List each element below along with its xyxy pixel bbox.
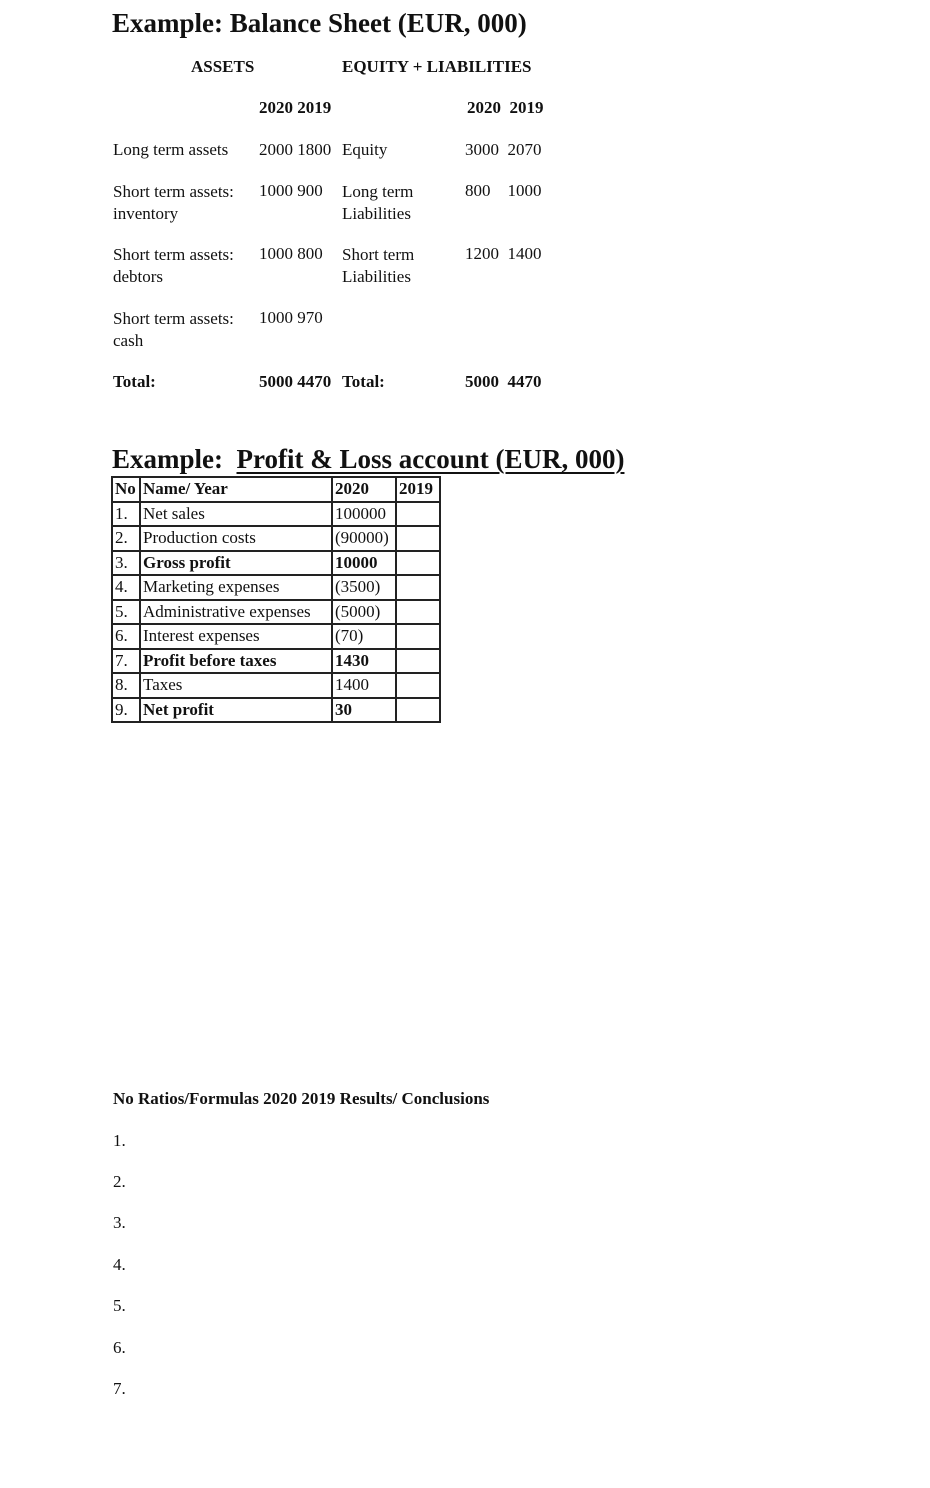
asset-label: Short term assets: debtors [113, 245, 234, 286]
ratio-item-number: 7. [113, 1379, 126, 1398]
row-no: 4. [112, 575, 140, 600]
row-name: Gross profit [140, 551, 332, 576]
row-name: Marketing expenses [140, 575, 332, 600]
row-name: Net profit [140, 698, 332, 723]
table-row [112, 673, 440, 698]
row-name: Net sales [140, 502, 332, 527]
asset-label: Long term assets [113, 140, 229, 159]
row-no: 2. [112, 526, 140, 551]
equity-total-values: 5000 4470 [465, 372, 542, 391]
equity-values: 800 1000 [465, 181, 542, 200]
row-name: Taxes [140, 673, 332, 698]
table-row [112, 649, 440, 674]
asset-values: 1000 800 [259, 244, 323, 263]
ratio-item-number: 5. [113, 1296, 126, 1315]
table-row [112, 526, 440, 551]
asset-values: 1000 970 [259, 308, 323, 327]
equity-liabilities-header: EQUITY + LIABILITIES [342, 57, 532, 76]
row-value-2019 [396, 526, 440, 551]
ratio-item-number: 1. [113, 1131, 126, 1150]
row-no: 6. [112, 624, 140, 649]
equity-total-label: Total: [342, 372, 385, 391]
pl-title [112, 444, 624, 475]
table-row [112, 551, 440, 576]
row-value-2019 [396, 575, 440, 600]
row-no: 5. [112, 600, 140, 625]
table-row [112, 600, 440, 625]
row-no: 3. [112, 551, 140, 576]
row-value-2020: 30 [332, 698, 396, 723]
ratio-item-number: 4. [113, 1255, 126, 1274]
assets-header: ASSETS [191, 57, 255, 76]
row-value-2019 [396, 649, 440, 674]
row-value-2020: (90000) [332, 526, 396, 551]
row-value-2020: 10000 [332, 551, 396, 576]
equity-years: 2020 2019 [467, 98, 544, 117]
header-name: Name/ Year [140, 477, 332, 502]
pl-title-prefix: Example: [112, 444, 237, 474]
table-row [112, 502, 440, 527]
ratios-header: No Ratios/Formulas 2020 2019 Results/ Conclusions [113, 1089, 490, 1108]
table-row [112, 624, 440, 649]
pl-table [111, 476, 441, 723]
row-value-2020: (5000) [332, 600, 396, 625]
assets-total-label: Total: [113, 372, 156, 391]
row-name: Profit before taxes [140, 649, 332, 674]
equity-label: Short term Liabilities [342, 245, 415, 286]
assets-total-values: 5000 4470 [259, 372, 332, 391]
header-2019: 2019 [396, 477, 440, 502]
row-value-2019 [396, 551, 440, 576]
row-no: 1. [112, 502, 140, 527]
row-no: 8. [112, 673, 140, 698]
asset-label: Short term assets: inventory [113, 182, 234, 223]
row-value-2020: 1400 [332, 673, 396, 698]
row-value-2020: 1430 [332, 649, 396, 674]
ratio-item-number: 2. [113, 1172, 126, 1191]
row-value-2019 [396, 698, 440, 723]
equity-label: Equity [342, 140, 388, 159]
row-name: Production costs [140, 526, 332, 551]
row-value-2020: (70) [332, 624, 396, 649]
pl-title-main: Profit & Loss account (EUR, 000) [236, 444, 625, 474]
row-value-2020: (3500) [332, 575, 396, 600]
row-value-2019 [396, 673, 440, 698]
row-value-2019 [396, 600, 440, 625]
row-value-2020: 100000 [332, 502, 396, 527]
balance-sheet-title: Example: Balance Sheet (EUR, 000) [112, 8, 527, 38]
equity-label: Long term Liabilities [342, 182, 414, 223]
equity-values: 3000 2070 [465, 140, 542, 159]
assets-years: 2020 2019 [259, 98, 332, 117]
row-no: 7. [112, 649, 140, 674]
asset-values: 1000 900 [259, 181, 323, 200]
asset-values: 2000 1800 [259, 140, 332, 159]
row-value-2019 [396, 502, 440, 527]
ratio-item-number: 6. [113, 1338, 126, 1357]
equity-values: 1200 1400 [465, 244, 542, 263]
table-row [112, 698, 440, 723]
header-no: No [112, 477, 140, 502]
table-row [112, 575, 440, 600]
ratio-item-number: 3. [113, 1213, 126, 1232]
row-value-2019 [396, 624, 440, 649]
row-name: Interest expenses [140, 624, 332, 649]
row-name: Administrative expenses [140, 600, 332, 625]
table-header-row [112, 477, 440, 502]
asset-label: Short term assets: cash [113, 309, 234, 350]
row-no: 9. [112, 698, 140, 723]
header-2020: 2020 [332, 477, 396, 502]
